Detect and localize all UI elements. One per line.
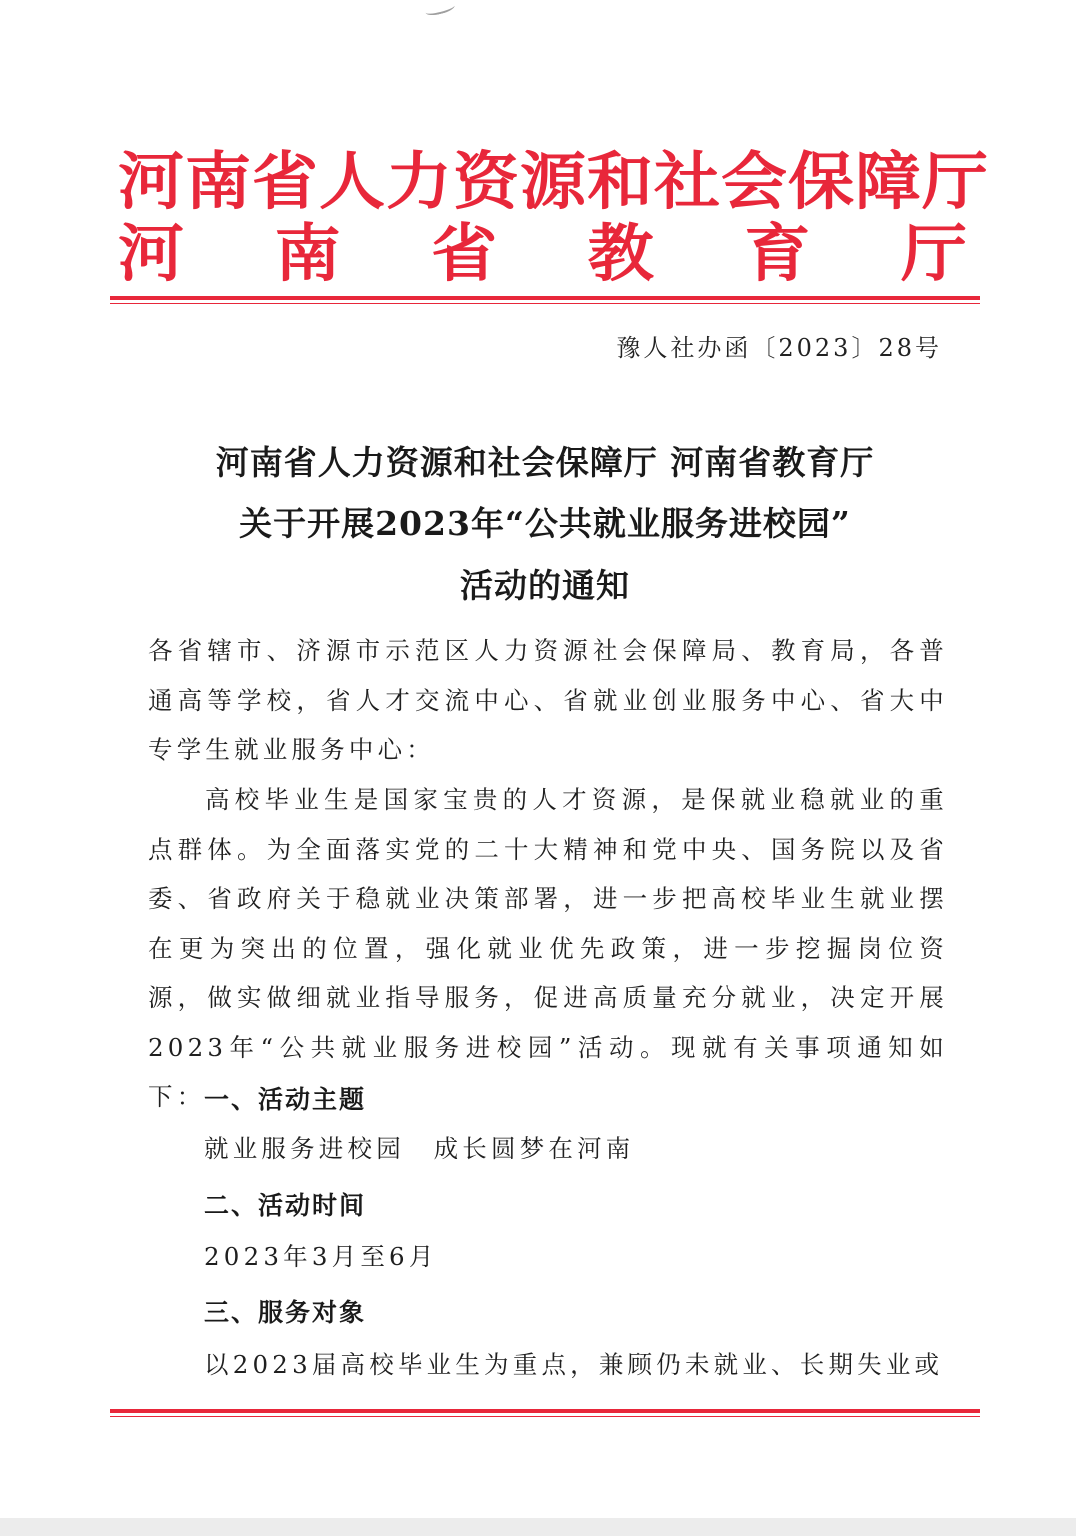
header-char: 省 [431,216,499,291]
title-line-2: 关于开展2023年“公共就业服务进校园” [239,504,851,543]
section-heading-time: 二、活动时间 [204,1191,367,1220]
body-paragraph: 高校毕业生是国家宝贵的人才资源，是保就业稳就业的重点群体。为全面落实党的二十大精神和党中央、国务院以及省委、省政府关于稳就业决策部署，进一步把高校毕业生就业摆在更为突出的位置，强化就业优先政策，进一步挖掘岗位资源，做实做细就业指导服务，促进高质量充分就业，决定开展2023年“公共就业服务进校园”活动。现就有关事项通知如下： [148,785,948,1111]
page-bottom-edge [0,1518,1076,1536]
header-char: 障 [855,144,922,219]
header-char: 厅 [900,216,968,291]
footer-divider-thin [110,1416,980,1417]
header-char: 省 [252,144,319,219]
title-line-3: 活动的通知 [460,566,630,605]
header-char: 源 [520,144,587,219]
header-char: 会 [721,144,788,219]
header-divider [110,296,980,300]
header-char: 育 [744,216,812,291]
header-divider-thin [110,303,980,304]
header-char: 社 [654,144,721,219]
section-text-time: 2023年3月至6月 [204,1242,438,1271]
header-char: 资 [453,144,520,219]
header-char: 力 [386,144,453,219]
document-number: 豫人社办函〔2023〕28号 [616,334,942,362]
addressee: 各省辖市、济源市示范区人力资源社会保障局、教育局，各普通高等学校，省人才交流中心、省就业创业服务中心、省大中专学生就业服务中心： [148,636,948,764]
header-char: 人 [319,144,386,219]
footer-divider [110,1409,980,1413]
agency-header-line-1 [118,144,989,219]
header-char: 和 [587,144,654,219]
scan-mark [424,1,456,18]
header-char: 南 [185,144,252,219]
title-line-1: 河南省人力资源和社会保障厅 河南省教育厅 [215,443,875,482]
header-char: 南 [274,216,342,291]
header-char: 河 [118,216,185,291]
section-heading-theme: 一、活动主题 [204,1085,367,1114]
header-char: 教 [587,216,655,291]
section-text-audience: 以2023届高校毕业生为重点，兼顾仍未就业、长期失业或 [204,1350,944,1379]
section-heading-audience: 三、服务对象 [204,1298,367,1327]
agency-header-line-2 [118,216,968,291]
header-char: 厅 [922,144,989,219]
header-char: 河 [118,144,185,219]
section-text-theme: 就业服务进校园 成长圆梦在河南 [204,1134,635,1163]
header-char: 保 [788,144,855,219]
